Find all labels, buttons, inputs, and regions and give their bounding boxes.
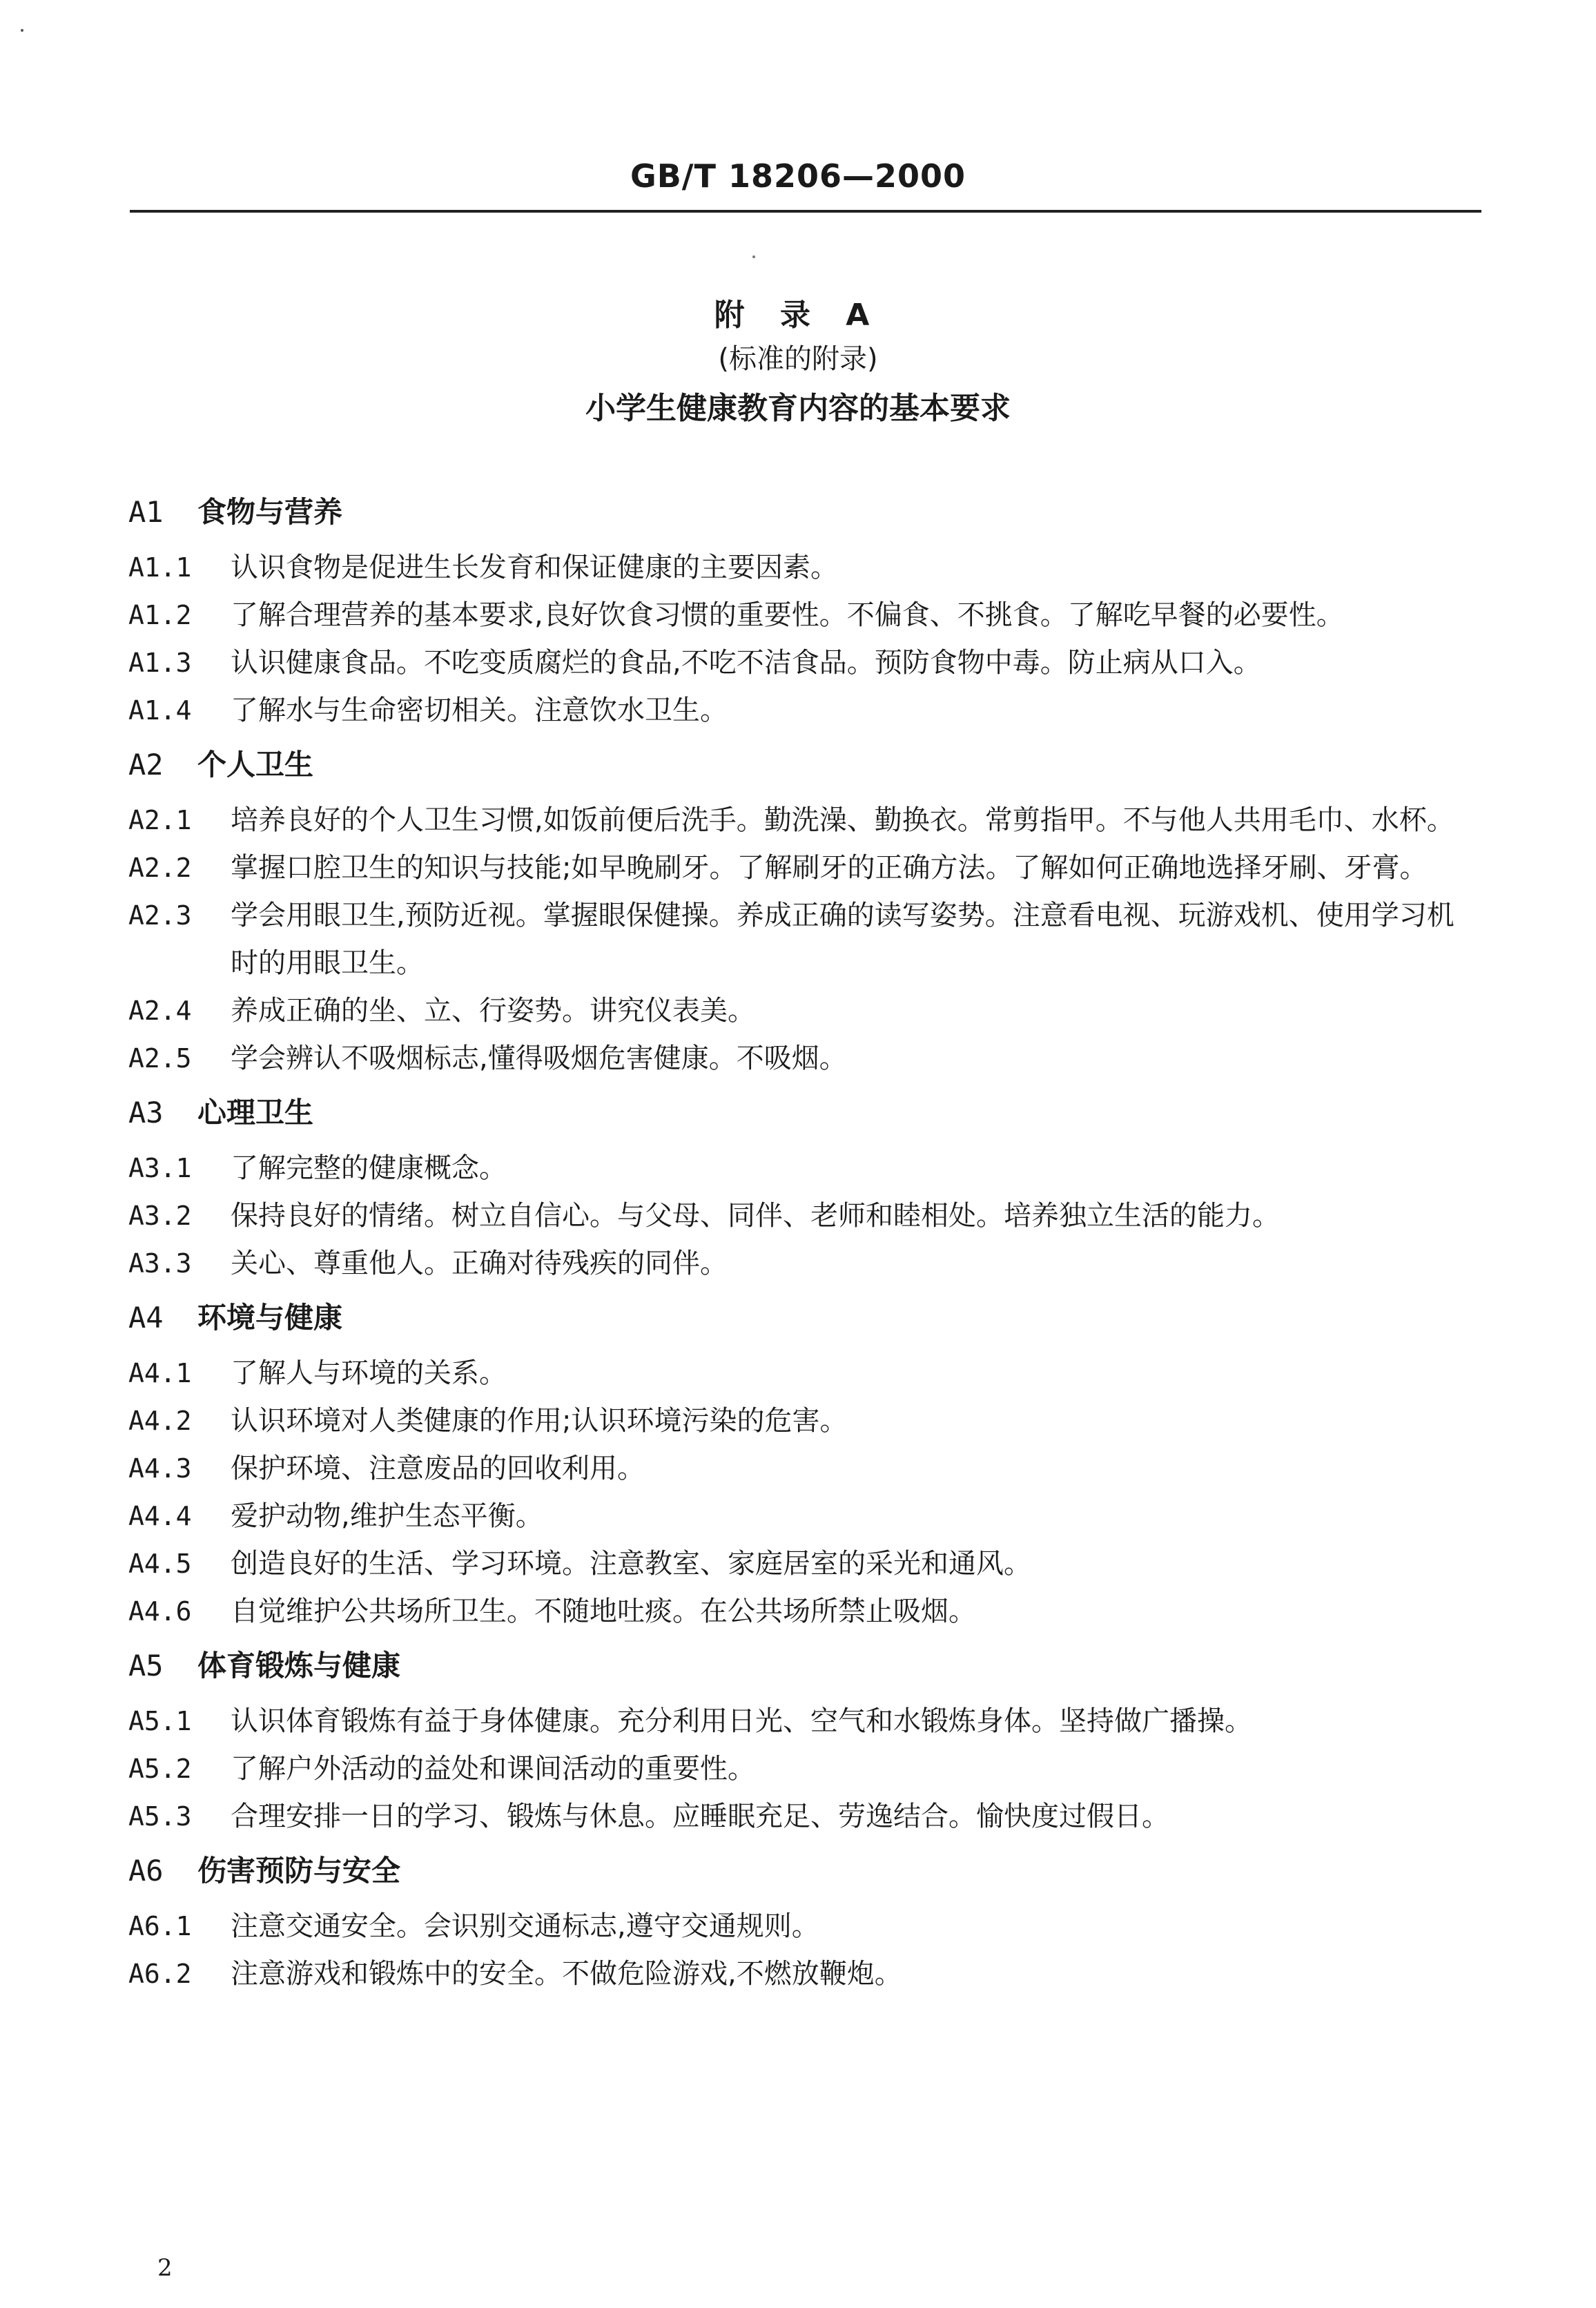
- section-heading: [128, 492, 1481, 533]
- clause-code: A2.1: [128, 805, 192, 835]
- clause-text: 养成正确的坐、立、行姿势。讲究仪表美。: [231, 995, 755, 1027]
- clause-text: 合理安排一日的学习、锻炼与休息。应睡眠充足、劳逸结合。愉快度过假日。: [231, 1801, 1169, 1832]
- section-heading: [128, 1645, 1481, 1687]
- clause-item: [128, 1950, 1481, 1998]
- clause-item: [128, 592, 1481, 639]
- clause-text: 了解合理营养的基本要求,良好饮食习惯的重要性。不偏食、不挑食。了解吃早餐的必要性。: [231, 599, 1344, 631]
- section-title: 个人卫生: [197, 748, 314, 782]
- section-a3: [128, 1092, 1481, 1288]
- appendix-heading: 小学生健康教育内容的基本要求: [585, 391, 1011, 426]
- clause-item: [128, 797, 1481, 844]
- clause-code: A2.2: [128, 853, 192, 883]
- section-heading: [128, 1850, 1481, 1892]
- clause-text: 关心、尊重他人。正确对待残疾的同伴。: [231, 1248, 728, 1279]
- clause-code: A6.1: [128, 1911, 192, 1941]
- clause-item: [128, 1588, 1481, 1636]
- clause-code: A4.1: [128, 1358, 192, 1388]
- document-body: [128, 492, 1481, 1998]
- clause-text: 了解户外活动的益处和课间活动的重要性。: [231, 1753, 755, 1785]
- clause-code: A5.1: [128, 1706, 192, 1736]
- clause-item: [128, 1540, 1481, 1588]
- clause-code: A4.2: [128, 1406, 192, 1436]
- clause-item: [128, 1903, 1481, 1950]
- section-code: A2: [128, 748, 164, 782]
- clause-code: A3.3: [128, 1248, 192, 1279]
- clause-item: [128, 844, 1481, 892]
- clause-item: [128, 1240, 1481, 1288]
- clause-text: 了解完整的健康概念。: [231, 1152, 507, 1184]
- clause-text: 自觉维护公共场所卫生。不随地吐痰。在公共场所禁止吸烟。: [231, 1596, 976, 1627]
- section-a6: [128, 1850, 1481, 1998]
- clause-text: 了解人与环境的关系。: [231, 1357, 507, 1389]
- clause-text: 认识食物是促进生长发育和保证健康的主要因素。: [231, 552, 838, 583]
- clause-item: [128, 1493, 1481, 1540]
- clause-item: [128, 1397, 1481, 1445]
- section-a5: [128, 1645, 1481, 1841]
- clause-item: [128, 987, 1481, 1035]
- clause-text: 爱护动物,维护生态平衡。: [231, 1500, 543, 1532]
- clause-item: [128, 1793, 1481, 1841]
- header-rule: [130, 210, 1481, 213]
- section-code: A1: [128, 495, 164, 529]
- section-heading: [128, 744, 1481, 786]
- section-code: A6: [128, 1854, 164, 1888]
- clause-text: 了解水与生命密切相关。注意饮水卫生。: [231, 695, 728, 726]
- clause-code: A5.2: [128, 1754, 192, 1784]
- clause-code: A2.4: [128, 996, 192, 1026]
- section-heading: [128, 1297, 1481, 1339]
- section-code: A4: [128, 1301, 164, 1335]
- clause-code: A2.5: [128, 1043, 192, 1074]
- clause-item: [128, 639, 1481, 687]
- section-title: 体育锻炼与健康: [197, 1649, 401, 1682]
- clause-text: 掌握口腔卫生的知识与技能;如早晚刷牙。了解刷牙的正确方法。了解如何正确地选择牙刷、牙膏。: [231, 852, 1428, 884]
- section-a4: [128, 1297, 1481, 1636]
- clause-code: A2.3: [128, 900, 192, 931]
- clause-text: 学会辨认不吸烟标志,懂得吸烟危害健康。不吸烟。: [231, 1043, 847, 1074]
- clause-item: [128, 687, 1481, 735]
- appendix-title: 附 录 A: [714, 298, 882, 333]
- clause-code: A1.1: [128, 552, 192, 583]
- clause-code: A4.6: [128, 1596, 192, 1627]
- clause-code: A1.4: [128, 695, 192, 726]
- clause-text: 培养良好的个人卫生习惯,如饭前便后洗手。勤洗澡、勤换衣。常剪指甲。不与他人共用毛巾、水杯。: [231, 804, 1454, 836]
- section-heading: [128, 1092, 1481, 1134]
- clause-text: 注意交通安全。会识别交通标志,遵守交通规则。: [231, 1910, 819, 1942]
- clause-code: A5.3: [128, 1801, 192, 1832]
- clause-text: 学会用眼卫生,预防近视。掌握眼保健操。养成正确的读写姿势。注意看电视、玩游戏机、使用学习机时的用眼卫生。: [231, 900, 1454, 979]
- clause-code: A1.2: [128, 600, 192, 630]
- clause-code: A1.3: [128, 648, 192, 678]
- section-a2: [128, 744, 1481, 1083]
- section-code: A3: [128, 1096, 164, 1129]
- clause-item: [128, 1192, 1481, 1240]
- clause-code: A6.2: [128, 1959, 192, 1989]
- clause-code: A3.2: [128, 1201, 192, 1231]
- clause-text: 创造良好的生活、学习环境。注意教室、家庭居室的采光和通风。: [231, 1548, 1031, 1580]
- clause-text: 保持良好的情绪。树立自信心。与父母、同伴、老师和睦相处。培养独立生活的能力。: [231, 1200, 1280, 1232]
- page-number: 2: [157, 2254, 173, 2282]
- clause-item: [128, 1445, 1481, 1493]
- clause-text: 认识环境对人类健康的作用;认识环境污染的危害。: [231, 1405, 848, 1437]
- clause-code: A4.3: [128, 1453, 192, 1484]
- clause-code: A4.5: [128, 1549, 192, 1579]
- clause-item: [128, 1035, 1481, 1083]
- clause-item: [128, 544, 1481, 592]
- appendix-subtitle: (标准的附录): [718, 343, 878, 375]
- clause-text: 注意游戏和锻炼中的安全。不做危险游戏,不燃放鞭炮。: [231, 1958, 902, 1990]
- section-title: 伤害预防与安全: [197, 1854, 401, 1888]
- standard-number-header: GB/T 18206—2000: [630, 157, 966, 195]
- clause-text: 保护环境、注意废品的回收利用。: [231, 1453, 645, 1484]
- section-title: 环境与健康: [197, 1301, 343, 1335]
- clause-item: [128, 1145, 1481, 1192]
- scan-speck-2: [752, 255, 755, 258]
- clause-item: [128, 1698, 1481, 1745]
- section-a1: [128, 492, 1481, 735]
- clause-text: 认识体育锻炼有益于身体健康。充分利用日光、空气和水锻炼身体。坚持做广播操。: [231, 1705, 1252, 1737]
- clause-text: 认识健康食品。不吃变质腐烂的食品,不吃不洁食品。预防食物中毒。防止病从口入。: [231, 647, 1261, 679]
- clause-code: A4.4: [128, 1501, 192, 1531]
- clause-item: [128, 892, 1481, 987]
- section-code: A5: [128, 1649, 164, 1682]
- scan-speck: [21, 29, 23, 32]
- clause-item: [128, 1350, 1481, 1397]
- section-title: 食物与营养: [197, 495, 343, 529]
- clause-item: [128, 1745, 1481, 1793]
- section-title: 心理卫生: [197, 1096, 314, 1129]
- clause-code: A3.1: [128, 1153, 192, 1183]
